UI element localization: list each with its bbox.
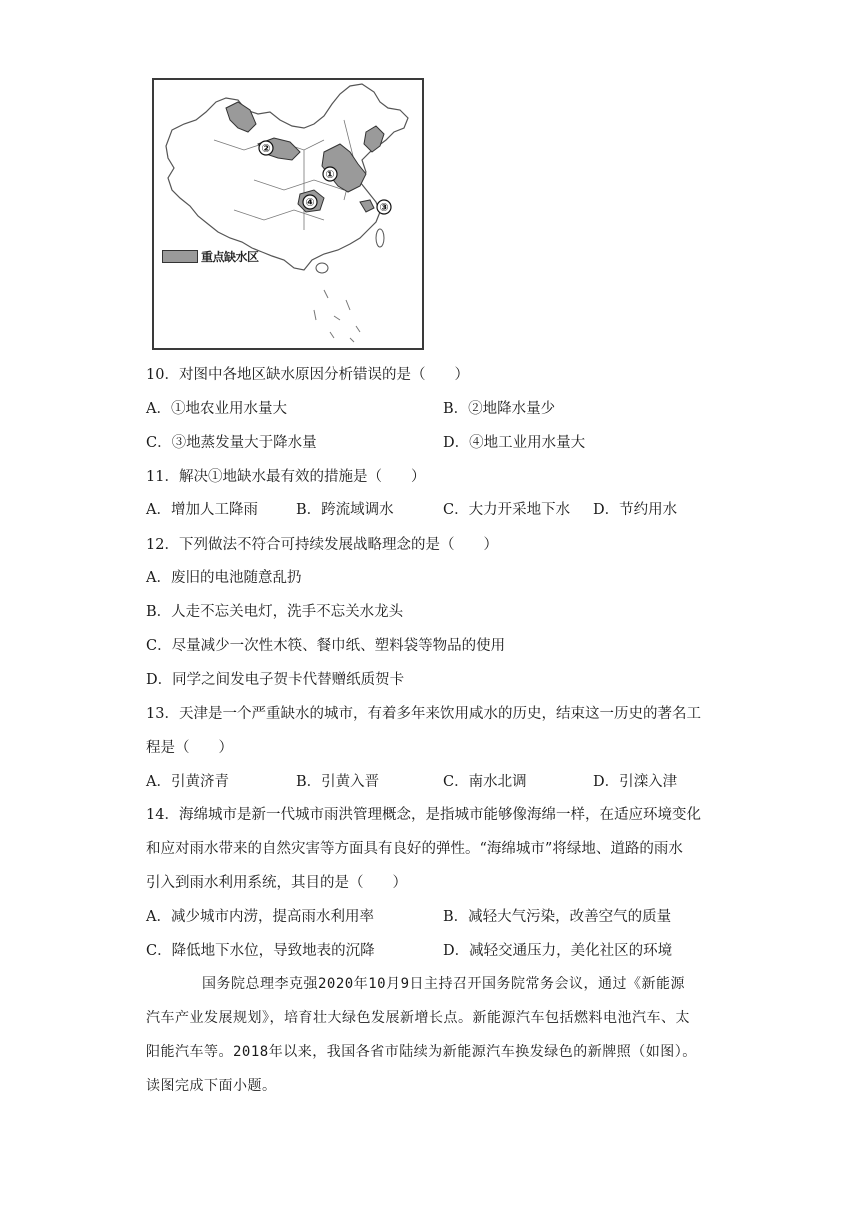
region-3-yangtze-delta (360, 200, 374, 212)
question-11-option-c: C．大力开采地下水 (443, 502, 571, 518)
question-10-option-a: A．①地农业用水量大 (146, 401, 287, 417)
question-12-option-a: A．废旧的电池随意乱扔 (146, 570, 302, 586)
question-13-option-a: A．引黄济青 (146, 774, 229, 790)
question-12-option-d: D．同学之间发电子贺卡代替赠纸质贺卡 (146, 672, 405, 688)
question-14-option-d: D．减轻交通压力，美化社区的环境 (443, 943, 673, 959)
taiwan-island (376, 229, 384, 247)
question-14-option-c: C．降低地下水位，导致地表的沉降 (146, 943, 375, 959)
question-10-stem: 10．对图中各地区缺水原因分析错误的是（ ） (146, 367, 469, 383)
question-12-option-c: C．尽量减少一次性木筷、餐巾纸、塑料袋等物品的使用 (146, 638, 506, 654)
question-10-option-d: D．④地工业用水量大 (443, 435, 586, 451)
passage-line-1: 国务院总理李克强2020年10月9日主持召开国务院常务会议，通过《新能源 (202, 976, 685, 992)
hainan-island (316, 263, 328, 273)
question-14-option-a: A．减少城市内涝，提高雨水利用率 (146, 909, 374, 925)
map-drawing (154, 80, 422, 348)
marker-2: ② (261, 142, 271, 155)
question-13-option-d: D．引滦入津 (593, 774, 678, 790)
marker-3: ③ (379, 201, 389, 214)
question-13-stem-line-1: 13．天津是一个严重缺水的城市，有着多年来饮用咸水的历史，结束这一历史的著名工 (146, 706, 701, 722)
marker-4: ④ (305, 196, 315, 209)
question-11-option-a: A．增加人工降雨 (146, 502, 258, 518)
passage-line-2: 汽车产业发展规划》，培育壮大绿色发展新增长点。新能源汽车包括燃料电池汽车、太 (146, 1010, 690, 1026)
region-xinjiang-north (226, 102, 256, 132)
legend-label: 重点缺水区 (201, 250, 259, 264)
question-14-option-b: B．减轻大气污染，改善空气的质量 (443, 909, 672, 925)
country-outline (166, 84, 408, 270)
question-13-stem-line-2: 程是（ ） (146, 740, 233, 756)
question-10-option-b: B．②地降水量少 (443, 401, 556, 417)
passage-line-4: 读图完成下面小题。 (146, 1078, 277, 1094)
question-14-stem-line-3: 引入到雨水利用系统，其目的是（ ） (146, 875, 407, 891)
question-10-option-c: C．③地蒸发量大于降水量 (146, 435, 317, 451)
region-northeast (364, 126, 384, 152)
marker-1: ① (325, 168, 335, 181)
question-13-option-c: C．南水北调 (443, 774, 527, 790)
question-13-option-b: B．引黄入晋 (296, 774, 380, 790)
south-sea-islands (314, 290, 360, 342)
legend-swatch (162, 250, 198, 263)
map-legend (162, 248, 259, 265)
question-11-stem: 11．解决①地缺水最有效的措施是（ ） (146, 469, 426, 485)
question-11-option-b: B．跨流域调水 (296, 502, 394, 518)
question-14-stem-line-1: 14．海绵城市是新一代城市雨洪管理概念，是指城市能够像海绵一样，在适应环境变化 (146, 807, 701, 823)
question-12-stem: 12．下列做法不符合可持续发展战略理念的是（ ） (146, 537, 498, 553)
question-12-option-b: B．人走不忘关电灯，洗手不忘关水龙头 (146, 604, 404, 620)
question-11-option-d: D．节约用水 (593, 502, 678, 518)
china-water-shortage-map (152, 78, 424, 350)
question-14-stem-line-2: 和应对雨水带来的自然灾害等方面具有良好的弹性。“海绵城市”将绿地、道路的雨水 (146, 841, 683, 857)
passage-line-3: 阳能汽车等。2018年以来，我国各省市陆续为新能源汽车换发绿色的新牌照（如图）。 (146, 1044, 697, 1060)
